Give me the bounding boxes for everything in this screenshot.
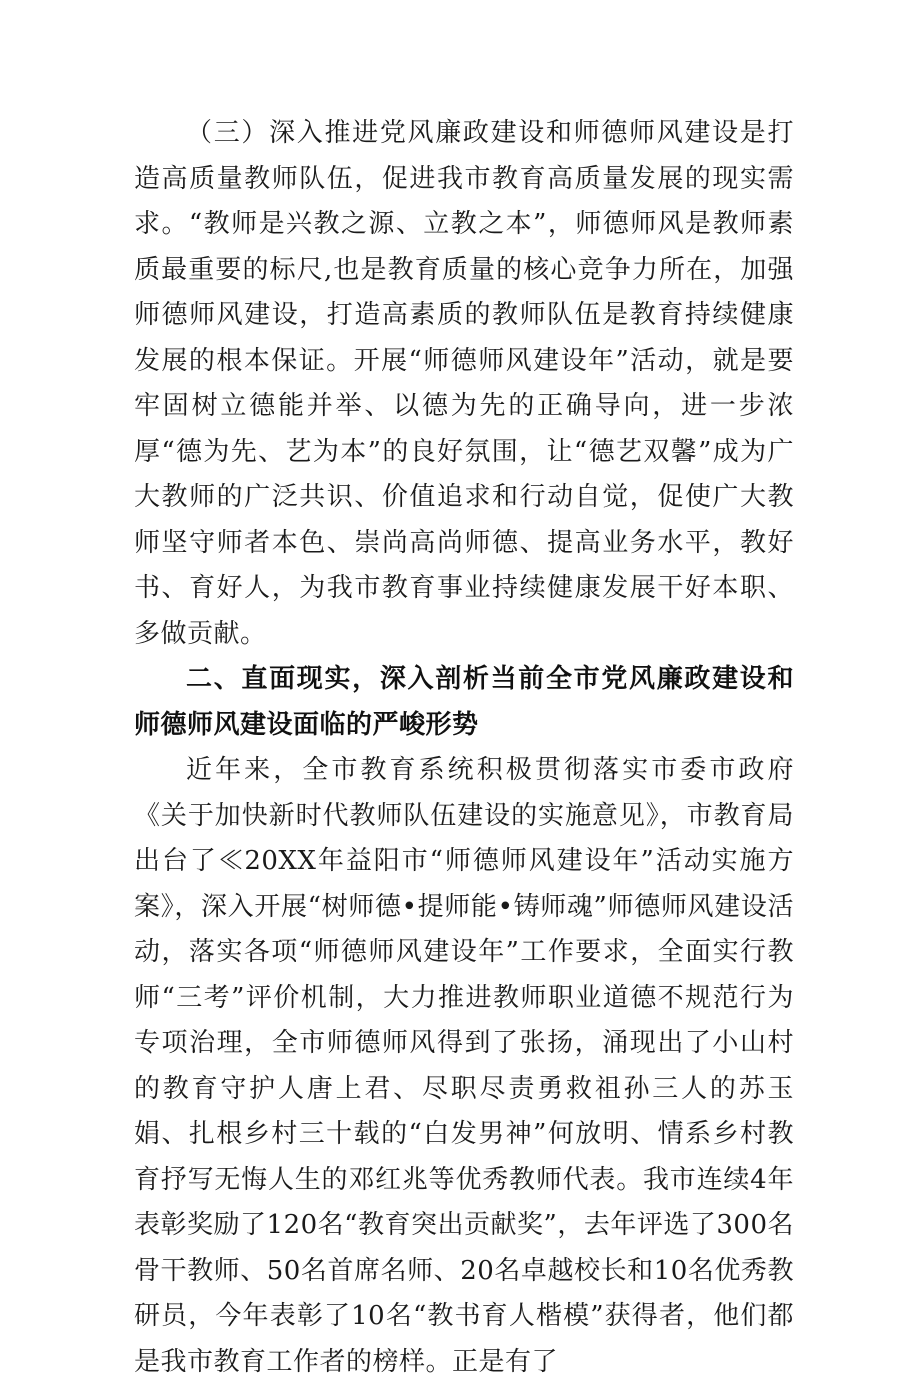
document-body (134, 111, 794, 1385)
paragraph-section-3: （三）深入推进党风廉政建设和师德师风建设是打造高质量教师队伍，促进我市教育高质量发展的现实需求。“教师是兴教之源、立教之本”，师德师风是教师素质最重要的标尺,也是教育质量的核心竞争力所在，加强师德师风建设，打造高素质的教师队伍是教育持续健康发展的根本保证。开展“师德师风建设年”活动，就是要牢固树立德能并举、以德为先的正确导向，进一步浓厚“德为先、艺为本”的良好氛围，让“德艺双馨”成为广大教师的广泛共识、价值追求和行动自觉，促使广大教师坚守师者本色、崇尚高尚师德、提高业务水平，教好书、育好人，为我市教育事业持续健康发展干好本职、多做贡献。 (134, 118, 794, 649)
paragraph-recent-years: 近年来，全市教育系统积极贯彻落实市委市政府《关于加快新时代教师队伍建设的实施意见》，市教育局出台了≪20XX年益阳市“师德师风建设年”活动实施方案》，深入开展“树师德•提师能•铸师魂”师德师风建设活动，落实各项“师德师风建设年”工作要求，全面实行教师“三考”评价机制，大力推进教师职业道德不规范行为专项治理，全市师德师风得到了张扬，涌现出了小山村的教育守护人唐上君、尽职尽责勇救祖孙三人的苏玉娟、扎根乡村三十载的“白发男神”何放明、情系乡村教育抒写无悔人生的邓红兆等优秀教师代表。我市连续4年表彰奖励了120名“教育突出贡献奖”，去年评选了300名骨干教师、50名首席名师、20名卓越校长和10名优秀教研员，今年表彰了10名“教书育人楷模”获得者，他们都是我市教育工作者的榜样。正是有了 (134, 755, 794, 1377)
section-heading-2: 二、直面现实，深入剖析当前全市党风廉政建设和师德师风建设面临的严峻形势 (134, 664, 794, 740)
